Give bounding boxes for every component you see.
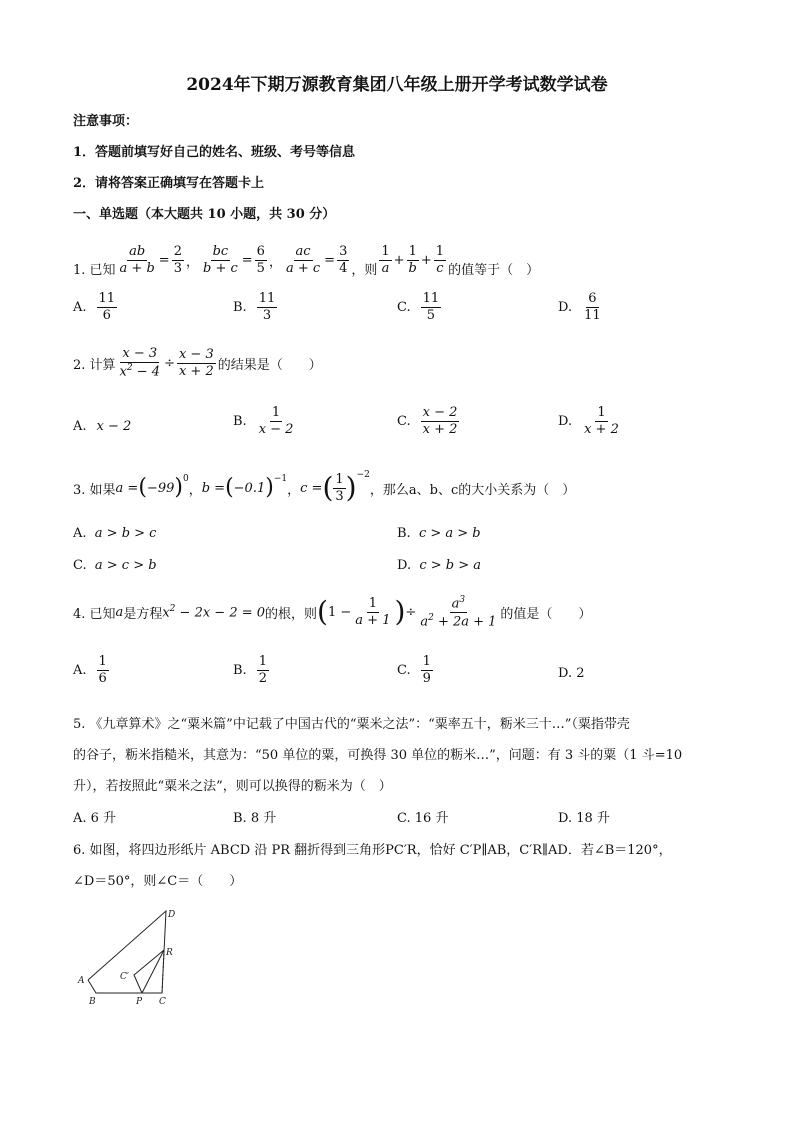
option-label: A. bbox=[73, 299, 87, 315]
notice-heading: 注意事项： bbox=[73, 114, 139, 129]
option-text: a > c > b bbox=[94, 558, 157, 573]
q5-line-1: 5. 《九章算术》之“粟米篇”中记载了中国古代的“粟米之法”：“粟率五十，粝米三十…”（粟指带壳 bbox=[73, 717, 630, 732]
q1-f1-den: a + b bbox=[119, 260, 155, 276]
q1-option-b[interactable] bbox=[233, 292, 279, 322]
q6-line-2: ∠D＝50°，则∠C＝（ ） bbox=[73, 874, 243, 889]
q1-f1-num: ab bbox=[129, 243, 146, 259]
q1-f2-num: bc bbox=[212, 243, 229, 259]
option-den: 3 bbox=[262, 307, 272, 323]
label-a: A bbox=[78, 976, 85, 986]
option-num: 1 bbox=[271, 405, 281, 420]
option-label: B. bbox=[233, 413, 247, 429]
q2-option-d[interactable] bbox=[558, 406, 623, 436]
q4-mid: 是方程 bbox=[123, 606, 163, 622]
q1-option-c[interactable] bbox=[397, 292, 443, 322]
option-num: 1 bbox=[597, 405, 606, 420]
option-label: D. bbox=[397, 558, 412, 573]
option-text: a > b > c bbox=[94, 526, 157, 541]
q5-option-c[interactable] bbox=[397, 807, 448, 826]
q2-tail: 的结果是（ ） bbox=[217, 357, 322, 373]
q1-r1-den: 3 bbox=[173, 260, 182, 276]
option-label: C. bbox=[397, 811, 411, 826]
question-2: 2. 计算 $\frac{x - 3}{x^2 - 4}$ ÷ $\frac{x - 3}{x + 2}$ 的结果是（ ） bbox=[73, 346, 322, 380]
option-label: A. bbox=[73, 418, 87, 434]
q5-option-a[interactable] bbox=[73, 807, 116, 826]
option-label: A. bbox=[73, 811, 87, 826]
q3-option-a[interactable] bbox=[73, 526, 156, 541]
label-r: R bbox=[166, 948, 173, 958]
q3-option-d[interactable] bbox=[397, 558, 481, 573]
label-b: B bbox=[89, 997, 96, 1007]
option-text: x − 2 bbox=[96, 418, 132, 434]
option-text: 6 升 bbox=[90, 811, 117, 826]
option-den: 6 bbox=[102, 307, 111, 323]
option-den: 6 bbox=[98, 670, 107, 686]
option-text: 18 升 bbox=[576, 811, 610, 826]
q5-line-3: 升），若按照此“粟米之法”，则可以换得的粝米为（ ） bbox=[73, 779, 392, 794]
q4-option-d[interactable] bbox=[558, 666, 585, 681]
q5-line-2: 的谷子，粝米指糙米，其意为：“50 单位的粟，可换得 30 单位的粝米…”，问题：有 3 斗的粟（1 斗=10 bbox=[73, 748, 683, 763]
q1-f2-den: b + c bbox=[202, 260, 238, 276]
option-label: C. bbox=[397, 413, 411, 429]
question-4: 4. 已知 a 是方程 $x^2 - 2x - 2 = 0$ 的根，则 ( 1 − $\frac{1}{a + 1}$ ) ÷ $\frac{a^3}{a^2 + 2a + 1}$ 的值是（ ） bbox=[73, 594, 592, 629]
q4-option-a[interactable] bbox=[73, 655, 111, 685]
option-label: D. bbox=[558, 413, 573, 429]
option-label: D. bbox=[558, 299, 573, 315]
option-label: D. bbox=[558, 666, 573, 681]
section-heading: 一、单选题（本大题共 10 小题，共 30 分） bbox=[73, 207, 336, 222]
option-num: 11 bbox=[98, 291, 116, 306]
option-label: B. bbox=[233, 811, 247, 826]
question-3: 3. 如果 a = ( −99 ) $^0$ ， b = ( −0.1 ) $^{-1}$ ， c = ( $\frac{1}{3}$ ) $^{-2}$ ，那么a、b、c的大小关系为（ ） bbox=[73, 470, 576, 504]
option-label: A. bbox=[73, 662, 87, 678]
q1-f3-num: ac bbox=[295, 243, 311, 259]
option-den: x + 2 bbox=[422, 421, 458, 437]
option-label: A. bbox=[73, 526, 87, 541]
option-den: 2 bbox=[258, 670, 267, 686]
option-label: C. bbox=[397, 662, 411, 678]
q1-f3-den: a + c bbox=[285, 260, 321, 276]
q4-option-b[interactable] bbox=[233, 655, 271, 685]
q2-option-c[interactable] bbox=[397, 406, 461, 436]
page-title: 2024年下期万源教育集团八年级上册开学考试数学试卷 bbox=[186, 75, 608, 95]
q3-tail: ，那么a、b、c的大小关系为（ ） bbox=[369, 482, 576, 498]
option-num: x − 2 bbox=[422, 405, 458, 420]
q3-option-c[interactable] bbox=[73, 558, 157, 573]
option-den: 9 bbox=[422, 670, 431, 686]
q2-option-b[interactable] bbox=[233, 406, 297, 436]
q4-root: 的根，则 bbox=[265, 606, 318, 622]
q6-line-1: 6. 如图，将四边形纸片 ABCD 沿 PR 翻折得到三角形PC′R，恰好 C′P∥AB，C′R∥AD．若∠B＝120°， bbox=[73, 843, 672, 858]
option-text: 8 升 bbox=[250, 811, 277, 826]
option-den: 11 bbox=[584, 307, 601, 323]
q4-tail: 的值是（ ） bbox=[500, 606, 592, 622]
notice-item-1: 1．答题前填写好自己的姓名、班级、考号等信息 bbox=[73, 145, 356, 160]
q1-number: 1. 已知 bbox=[73, 263, 116, 278]
q2-number: 2. 计算 bbox=[73, 357, 116, 373]
q1-option-d[interactable] bbox=[558, 292, 605, 322]
q1-r2-num: 6 bbox=[256, 243, 265, 259]
q1-r3-den: 4 bbox=[339, 260, 348, 276]
q1-tail: 的值等于（ ） bbox=[448, 263, 540, 278]
q5-option-b[interactable] bbox=[233, 807, 276, 826]
option-num: 1 bbox=[422, 654, 431, 669]
option-num: 1 bbox=[98, 654, 107, 669]
q1-r3-num: 3 bbox=[339, 243, 348, 259]
option-text: c > a > b bbox=[418, 526, 481, 541]
q2-option-a[interactable] bbox=[73, 406, 131, 446]
option-den: x + 2 bbox=[584, 421, 619, 437]
option-num: 6 bbox=[588, 291, 597, 306]
option-den: x − 2 bbox=[258, 421, 294, 437]
option-label: C. bbox=[397, 299, 411, 315]
option-num: 11 bbox=[422, 291, 440, 306]
label-c: C bbox=[159, 997, 166, 1007]
q5-option-d[interactable] bbox=[558, 807, 610, 826]
option-text: c > b > a bbox=[419, 558, 482, 573]
option-label: B. bbox=[233, 299, 247, 315]
q1-option-a[interactable] bbox=[73, 292, 119, 322]
q1-r1-num: 2 bbox=[173, 243, 182, 259]
option-label: C. bbox=[73, 558, 87, 573]
notice-item-2: 2．请将答案正确填写在答题卡上 bbox=[73, 176, 265, 191]
quadrilateral-figure bbox=[70, 905, 190, 1015]
label-d: D bbox=[168, 910, 176, 920]
option-num: 1 bbox=[258, 654, 267, 669]
q1-then: ，则 bbox=[351, 263, 378, 278]
folded-triangle bbox=[134, 950, 164, 993]
option-text: 2 bbox=[576, 666, 585, 681]
question-1: 1. 已知 $\frac{ab}{a + b}$ = $\frac{2}{3}$ ， $\frac{bc}{b + c}$ = $\frac{6}{5}$ ， $\frac{ac}{a + c}$ = $\frac{3}{4}$ ，则 $\frac{1}{a}$ + $\frac{1}{b}$ + $\frac{1}{c}$ 的值等于（ ） bbox=[73, 243, 540, 278]
fold-line-pr bbox=[142, 950, 164, 993]
label-c-prime: C′ bbox=[120, 972, 129, 982]
option-num: 11 bbox=[258, 291, 276, 306]
option-label: B. bbox=[397, 526, 411, 541]
q4-option-c[interactable] bbox=[397, 655, 435, 685]
q4-number: 4. 已知 bbox=[73, 606, 116, 622]
label-p: P bbox=[136, 997, 143, 1007]
option-label: D. bbox=[558, 811, 573, 826]
option-text: 16 升 bbox=[414, 811, 449, 826]
option-den: 5 bbox=[426, 307, 436, 323]
q1-r2-den: 5 bbox=[256, 260, 265, 276]
q3-number: 3. 如果 bbox=[73, 482, 116, 498]
q3-option-b[interactable] bbox=[397, 526, 481, 541]
option-label: B. bbox=[233, 662, 247, 678]
